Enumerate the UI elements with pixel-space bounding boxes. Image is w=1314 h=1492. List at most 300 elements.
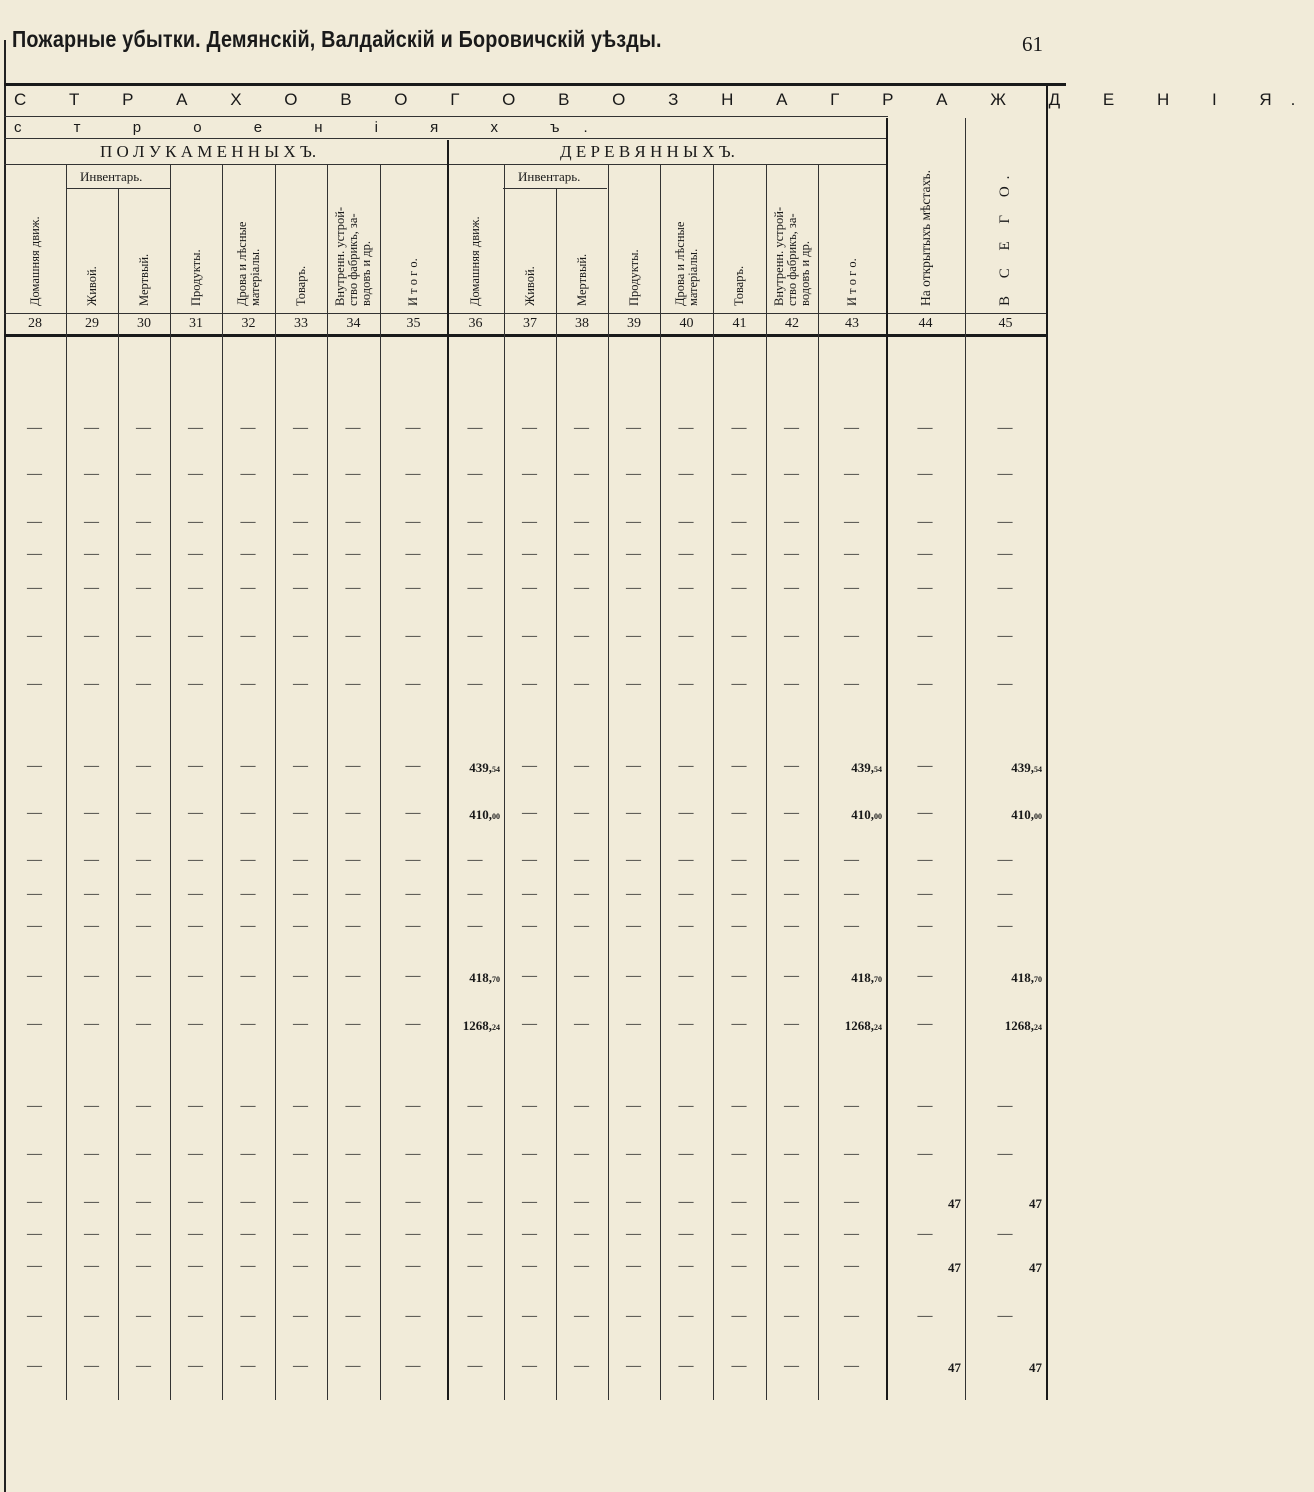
column-number: 35	[406, 316, 421, 331]
table-cell: —	[784, 676, 799, 692]
table-cell: —	[345, 420, 361, 436]
table-cell: —	[84, 1098, 99, 1114]
page-number: 61	[1022, 32, 1043, 56]
table-cell: —	[405, 466, 421, 482]
group-title: С Т Р А Х О В О Г О В О З Н А Г Р А Ж Д Е Н І Я.	[14, 90, 1314, 109]
table-cell: —	[240, 1308, 256, 1324]
column-rule	[327, 164, 328, 1400]
table-cell: —	[240, 886, 256, 902]
table-cell: —	[844, 466, 859, 482]
table-cell: —	[574, 968, 589, 984]
table-cell: —	[467, 546, 483, 562]
table-cell: —	[84, 1194, 99, 1210]
inventory-rule-right	[503, 188, 607, 189]
table-cell: —	[678, 1194, 694, 1210]
table-cell: —	[27, 1098, 42, 1114]
section-divider	[447, 140, 449, 1400]
column-header-label: Мертвый.	[136, 253, 151, 306]
table-cell: —	[405, 805, 421, 821]
table-cell: —	[136, 546, 151, 562]
table-cell: —	[188, 1098, 203, 1114]
table-cell: —	[678, 676, 694, 692]
table-cell: —	[574, 580, 589, 596]
table-cell: —	[522, 546, 537, 562]
header-bottom-rule	[4, 334, 1046, 337]
table-cell: —	[522, 466, 537, 482]
column-number: 39	[627, 316, 641, 331]
table-cell: —	[188, 628, 203, 644]
table-cell: —	[405, 420, 421, 436]
table-cell: —	[293, 1098, 308, 1114]
table-cell: —	[188, 1308, 203, 1324]
table-cell: —	[136, 1226, 151, 1242]
table-cell: —	[27, 805, 42, 821]
table-cell: —	[467, 1194, 483, 1210]
column-header-label: Продукты.	[626, 249, 641, 306]
table-cell: —	[345, 1194, 361, 1210]
table-cell: —	[27, 1016, 42, 1032]
table-cell: —	[293, 1258, 308, 1274]
table-cell: —	[27, 580, 42, 596]
table-cell: —	[626, 805, 641, 821]
table-cell: —	[522, 1358, 537, 1374]
table-cell: —	[784, 852, 799, 868]
table-cell: —	[188, 1226, 203, 1242]
table-cell: —	[844, 676, 859, 692]
section-rule	[4, 164, 888, 165]
table-cell: —	[574, 1098, 589, 1114]
table-cell: —	[917, 466, 933, 482]
table-cell: 410,00	[851, 807, 882, 822]
table-cell: —	[84, 758, 99, 774]
table-cell: —	[731, 1358, 747, 1374]
table-cell: —	[784, 1308, 799, 1324]
table-cell: —	[240, 514, 256, 530]
column-header-label: Продукты.	[188, 249, 203, 306]
table-cell: —	[27, 1308, 42, 1324]
table-cell: —	[731, 1308, 747, 1324]
table-cell: —	[405, 628, 421, 644]
table-cell: —	[27, 1226, 42, 1242]
table-cell: —	[84, 546, 99, 562]
table-cell: —	[917, 886, 933, 902]
table-cell: —	[784, 1358, 799, 1374]
table-cell: —	[293, 466, 308, 482]
table-cell: —	[240, 1146, 256, 1162]
table-cell: —	[84, 1146, 99, 1162]
table-cell: —	[467, 1258, 483, 1274]
table-cell: —	[345, 968, 361, 984]
table-cell: —	[574, 628, 589, 644]
table-cell: —	[917, 514, 933, 530]
table-cell: —	[27, 1146, 42, 1162]
column-rule	[608, 164, 609, 1400]
table-cell: —	[345, 514, 361, 530]
table-cell: —	[293, 758, 308, 774]
column-rule	[66, 164, 67, 1400]
table-cell: —	[784, 968, 799, 984]
table-cell: —	[626, 580, 641, 596]
table-cell: —	[678, 580, 694, 596]
column-number: 37	[523, 316, 537, 331]
table-cell: —	[731, 466, 747, 482]
table-cell: —	[678, 420, 694, 436]
table-cell: —	[345, 852, 361, 868]
section-derevyannykh: Д Е Р Е В Я Н Н Ы Х Ъ.	[560, 142, 735, 161]
table-cell: —	[522, 1258, 537, 1274]
table-cell: —	[844, 1308, 859, 1324]
table-cell: —	[574, 466, 589, 482]
table-cell: —	[731, 1226, 747, 1242]
table-cell: —	[136, 886, 151, 902]
table-cell: —	[997, 852, 1013, 868]
table-cell: —	[522, 1016, 537, 1032]
table-cell: —	[188, 1358, 203, 1374]
table-cell: —	[84, 886, 99, 902]
table-cell: —	[293, 852, 308, 868]
table-cell: 439,54	[469, 760, 500, 775]
table-cell: —	[188, 676, 203, 692]
table-cell: —	[293, 514, 308, 530]
table-cell: —	[731, 805, 747, 821]
table-cell: —	[84, 918, 99, 934]
table-cell: —	[997, 886, 1013, 902]
table-cell: —	[678, 918, 694, 934]
table-cell: —	[917, 1016, 933, 1032]
table-cell: —	[574, 1146, 589, 1162]
table-cell: —	[136, 1098, 151, 1114]
table-cell: —	[136, 580, 151, 596]
table-cell: —	[293, 1016, 308, 1032]
table-cell: —	[997, 1098, 1013, 1114]
table-cell: —	[136, 1258, 151, 1274]
table-cell: —	[678, 466, 694, 482]
table-cell: —	[188, 466, 203, 482]
table-cell: —	[84, 466, 99, 482]
table-cell: —	[136, 676, 151, 692]
table-cell: —	[27, 968, 42, 984]
table-cell: —	[405, 886, 421, 902]
table-cell: —	[467, 918, 483, 934]
column-rule	[275, 164, 276, 1400]
table-cell: —	[574, 1226, 589, 1242]
table-cell: —	[626, 1258, 641, 1274]
group-title-rule	[4, 116, 888, 117]
table-cell: —	[240, 466, 256, 482]
table-cell: —	[522, 1146, 537, 1162]
table-cell: —	[678, 968, 694, 984]
table-cell: —	[405, 1358, 421, 1374]
table-cell: —	[731, 1016, 747, 1032]
table-cell: —	[997, 628, 1013, 644]
column-header-label: И т о г о.	[844, 258, 859, 306]
col-45-left-rule	[965, 118, 966, 1400]
table-cell: —	[522, 514, 537, 530]
column-header-label: И т о г о.	[406, 258, 420, 306]
table-cell: —	[626, 918, 641, 934]
table-cell: —	[626, 420, 641, 436]
table-cell: —	[405, 758, 421, 774]
table-cell: —	[917, 852, 933, 868]
table-cell: —	[467, 676, 483, 692]
table-cell: —	[136, 1308, 151, 1324]
table-cell: —	[467, 1358, 483, 1374]
table-cell: —	[784, 628, 799, 644]
table-cell: —	[917, 1098, 933, 1114]
table-cell: —	[626, 676, 641, 692]
table-cell: —	[784, 805, 799, 821]
table-cell: —	[345, 1146, 361, 1162]
table-cell: —	[240, 1098, 256, 1114]
table-cell: —	[917, 1146, 933, 1162]
table-cell: —	[345, 758, 361, 774]
table-cell: —	[467, 628, 483, 644]
table-cell: —	[27, 1194, 42, 1210]
table-cell: —	[467, 1226, 483, 1242]
table-cell: —	[678, 852, 694, 868]
table-cell: —	[731, 580, 747, 596]
table-cell: —	[84, 1226, 99, 1242]
table-cell: —	[574, 1016, 589, 1032]
table-cell: —	[844, 1098, 859, 1114]
table-cell: —	[467, 1146, 483, 1162]
table-cell: —	[574, 1358, 589, 1374]
table-cell: —	[626, 1194, 641, 1210]
table-cell: —	[27, 1358, 42, 1374]
column-rule	[660, 164, 661, 1400]
table-cell: —	[678, 1308, 694, 1324]
table-cell: —	[27, 466, 42, 482]
table-cell: —	[405, 514, 421, 530]
table-cell: —	[345, 466, 361, 482]
table-cell: —	[522, 420, 537, 436]
section-polukamennykh: П О Л У К А М Е Н Н Ы Х Ъ.	[100, 142, 317, 161]
column-header-label: Товаръ.	[732, 265, 746, 306]
table-cell: —	[917, 1308, 933, 1324]
table-cell: —	[84, 514, 99, 530]
table-cell: —	[345, 886, 361, 902]
table-cell: 47	[1029, 1360, 1042, 1375]
table-cell: 47	[948, 1260, 961, 1275]
table-cell: —	[84, 1308, 99, 1324]
table-cell: —	[574, 805, 589, 821]
table-cell: —	[467, 466, 483, 482]
table-cell: —	[405, 546, 421, 562]
table-cell: —	[626, 1226, 641, 1242]
table-cell: —	[917, 420, 933, 436]
table-cell: —	[467, 1098, 483, 1114]
table-cell: —	[678, 1258, 694, 1274]
table-cell: —	[574, 420, 589, 436]
table-cell: —	[917, 628, 933, 644]
table-cell: —	[731, 420, 747, 436]
table-cell: —	[467, 514, 483, 530]
table-cell: —	[136, 420, 151, 436]
table-cell: —	[293, 1194, 308, 1210]
table-cell: —	[188, 805, 203, 821]
table-cell: —	[345, 1358, 361, 1374]
table-cell: —	[731, 1098, 747, 1114]
table-cell: —	[731, 514, 747, 530]
table-cell: —	[240, 580, 256, 596]
inventory-label: Инвентарь.	[518, 169, 581, 184]
table-cell: —	[405, 918, 421, 934]
column-header-label: На открытыхъ мѣстахъ.	[918, 169, 933, 306]
table-cell: —	[188, 852, 203, 868]
table-cell: —	[522, 918, 537, 934]
table-cell: —	[784, 1098, 799, 1114]
table-cell: —	[405, 1226, 421, 1242]
table-cell: —	[917, 1226, 933, 1242]
table-cell: —	[27, 628, 42, 644]
table-cell: —	[136, 1016, 151, 1032]
table-cell: —	[678, 1226, 694, 1242]
table-cell: —	[574, 1194, 589, 1210]
table-cell: —	[844, 514, 859, 530]
table-cell: —	[997, 918, 1013, 934]
table-cell: —	[405, 1016, 421, 1032]
table-cell: —	[27, 886, 42, 902]
table-cell: —	[136, 852, 151, 868]
table-cell: —	[844, 1194, 859, 1210]
column-rule	[556, 188, 557, 1400]
table-cell: —	[844, 580, 859, 596]
table-cell: —	[731, 546, 747, 562]
table-cell: —	[997, 514, 1013, 530]
table-cell: —	[240, 546, 256, 562]
table-cell: —	[522, 968, 537, 984]
column-header-label: Внутренн. устрой- ство фабрикъ, за- водовъ и др.	[771, 206, 812, 306]
table-cell: —	[626, 1098, 641, 1114]
column-number: 40	[679, 316, 694, 331]
table-cell: —	[27, 420, 42, 436]
table-cell: —	[731, 628, 747, 644]
table-cell: —	[574, 758, 589, 774]
table-cell: —	[84, 805, 99, 821]
table-cell: —	[917, 758, 933, 774]
table-cell: —	[678, 886, 694, 902]
table-cell: —	[405, 1258, 421, 1274]
column-number: 41	[732, 316, 747, 331]
table-cell: —	[467, 580, 483, 596]
table-cell: —	[405, 1098, 421, 1114]
table-cell: —	[626, 514, 641, 530]
column-rule	[766, 164, 767, 1400]
table-cell: —	[731, 1194, 747, 1210]
table-cell: —	[784, 1258, 799, 1274]
table-cell: —	[188, 420, 203, 436]
table-cell: 47	[1029, 1260, 1042, 1275]
table-cell: —	[731, 918, 747, 934]
table-cell: —	[293, 1146, 308, 1162]
table-cell: —	[784, 1146, 799, 1162]
table-cell: —	[522, 758, 537, 774]
table-cell: —	[522, 676, 537, 692]
column-number: 36	[468, 316, 483, 331]
table-cell: —	[405, 1194, 421, 1210]
table-cell: —	[27, 758, 42, 774]
column-rule	[380, 164, 381, 1400]
table-cell: —	[293, 1308, 308, 1324]
table-cell: 418,70	[1011, 970, 1042, 985]
table-cell: —	[731, 968, 747, 984]
column-header-label: Мертвый.	[574, 253, 589, 306]
table-cell: 1268,24	[844, 1018, 882, 1033]
table-cell: —	[345, 918, 361, 934]
table-cell: —	[997, 1308, 1013, 1324]
table-cell: —	[27, 852, 42, 868]
table-cell: —	[784, 420, 799, 436]
table-cell: —	[136, 968, 151, 984]
table-cell: —	[136, 805, 151, 821]
table-cell: —	[136, 1194, 151, 1210]
column-header-label: Дрова и лѣсные матеріалы.	[672, 221, 700, 306]
table-cell: —	[678, 1098, 694, 1114]
table-cell: —	[345, 1226, 361, 1242]
table-cell: —	[467, 886, 483, 902]
column-number: 28	[28, 316, 42, 331]
subgroup-title-rule	[4, 138, 888, 139]
table-cell: —	[844, 852, 859, 868]
table-cell: —	[84, 1258, 99, 1274]
table-cell: —	[522, 1226, 537, 1242]
table-cell: —	[84, 580, 99, 596]
table-cell: —	[522, 852, 537, 868]
table-cell: —	[522, 886, 537, 902]
table-cell: —	[345, 1308, 361, 1324]
table-cell: —	[522, 1194, 537, 1210]
column-number: 43	[845, 316, 859, 331]
table-cell: —	[731, 852, 747, 868]
table-cell: —	[345, 628, 361, 644]
column-rule	[504, 164, 505, 1400]
table-cell: —	[917, 580, 933, 596]
column-header-label: Товаръ.	[293, 265, 308, 306]
table-cell: —	[345, 676, 361, 692]
table-cell: —	[917, 805, 933, 821]
column-number: 34	[346, 316, 361, 331]
table-cell: —	[240, 420, 256, 436]
table-cell: —	[345, 1016, 361, 1032]
table-cell: —	[678, 805, 694, 821]
table-cell: —	[405, 1308, 421, 1324]
header-top-rule	[4, 83, 1066, 86]
table-cell: —	[240, 1016, 256, 1032]
table-cell: —	[293, 420, 308, 436]
column-header-label: Дрова и лѣсные матеріалы.	[234, 221, 262, 306]
table-cell: —	[844, 1146, 859, 1162]
table-cell: 410,00	[469, 807, 500, 822]
table-cell: —	[626, 1358, 641, 1374]
table-cell: —	[784, 758, 799, 774]
table-cell: —	[844, 918, 859, 934]
column-rule	[222, 164, 223, 1400]
table-cell: —	[997, 1226, 1013, 1242]
table-cell: —	[84, 968, 99, 984]
table-cell: —	[731, 886, 747, 902]
table-cell: —	[136, 758, 151, 774]
table-cell: —	[345, 1098, 361, 1114]
table-cell: 410,00	[1011, 807, 1042, 822]
table-cell: 47	[948, 1196, 961, 1211]
page-title: Пожарные убытки. Демянскій, Валдайскій и Боровичскій уѣзды.	[12, 26, 662, 52]
table-cell: —	[136, 514, 151, 530]
table-cell: —	[240, 852, 256, 868]
table-cell: —	[84, 1358, 99, 1374]
table-cell: —	[405, 968, 421, 984]
table-cell: —	[188, 886, 203, 902]
column-header-label: Внутренн. устрой- ство фабрикъ, за- водовъ и др.	[333, 206, 373, 306]
